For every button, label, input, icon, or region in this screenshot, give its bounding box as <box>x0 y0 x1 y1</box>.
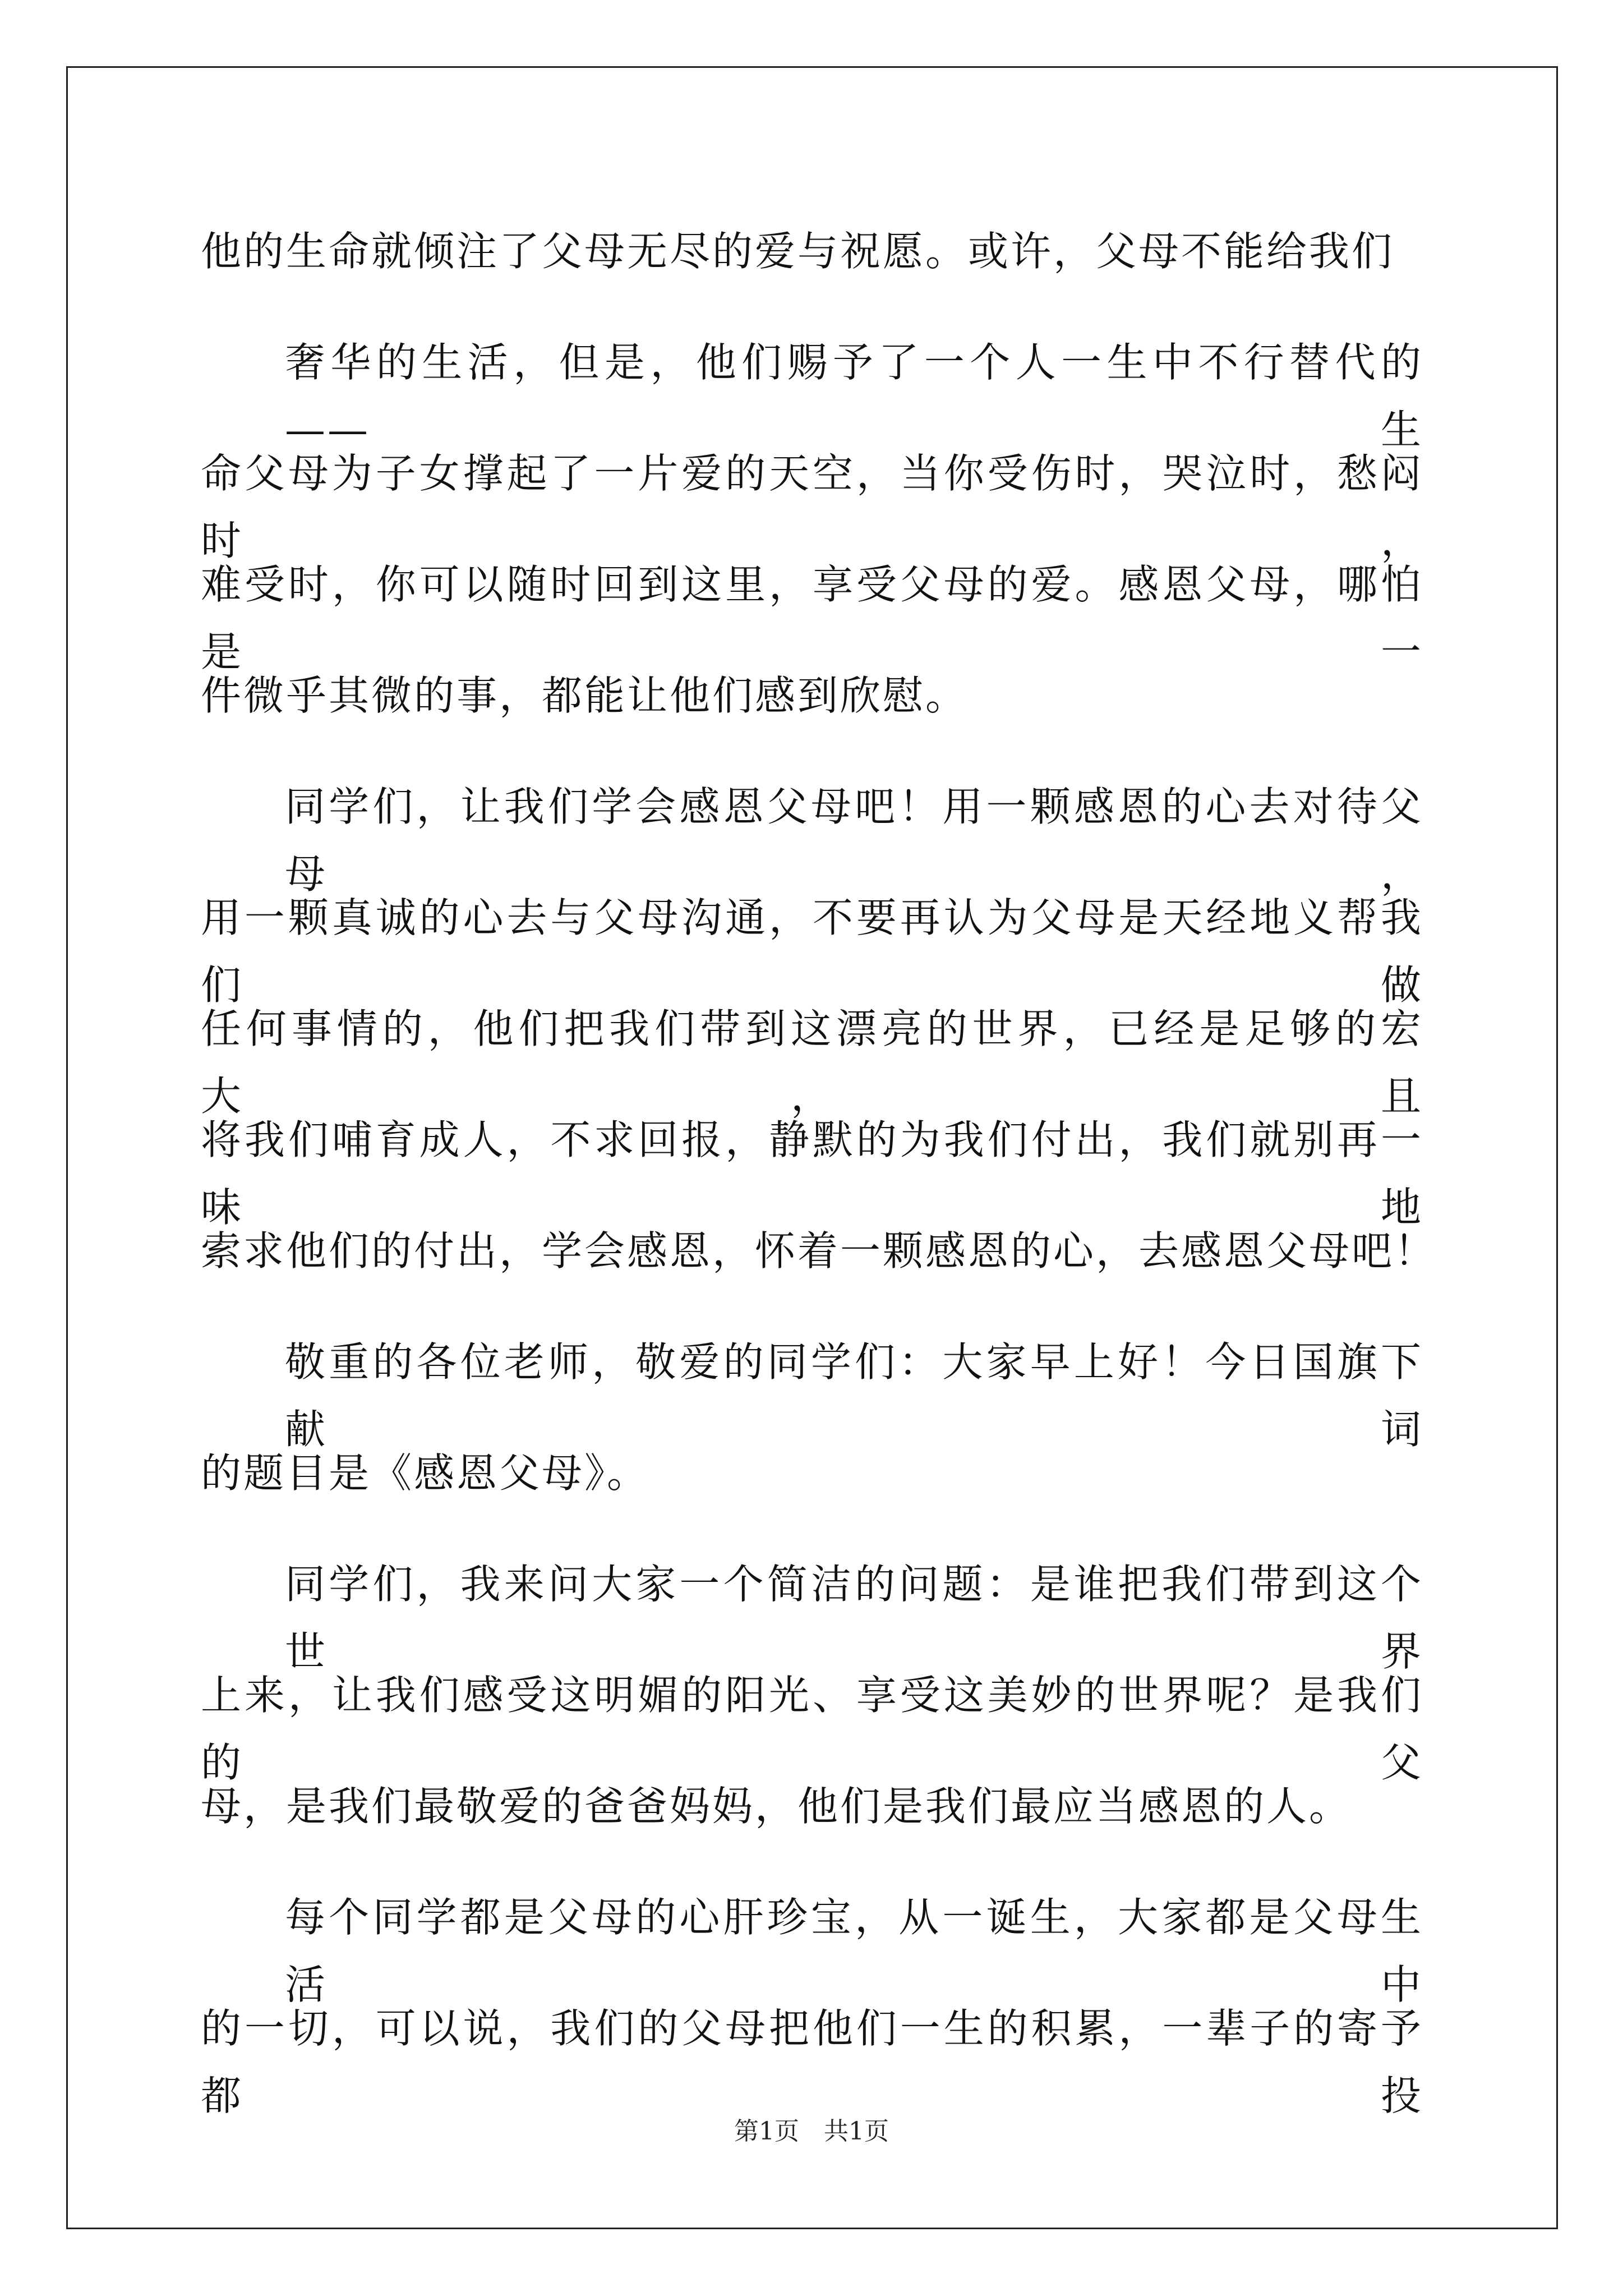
text-line: 他的生命就倾注了父母无尽的爱与祝愿。或许，父母不能给我们 <box>201 228 1395 275</box>
text-line: 任何事情的，他们把我们带到这漂亮的世界，已经是足够的宏大，且 <box>201 1005 1423 1120</box>
text-line: 索求他们的付出，学会感恩，怀着一颗感恩的心，去感恩父母吧！ <box>201 1227 1437 1274</box>
text-line: 上来，让我们感受这明媚的阳光、享受这美妙的世界呢？是我们的父 <box>201 1672 1423 1786</box>
text-line: 用一颗真诚的心去与父母沟通，不要再认为父母是天经地义帮我们做 <box>201 894 1423 1009</box>
text-line: 的一切，可以说，我们的父母把他们一生的积累，一辈子的寄予都投 <box>201 2005 1423 2119</box>
page-number-footer: 第1页 共1页 <box>734 2117 889 2146</box>
text-line: 每个同学都是父母的心肝珍宝，从一诞生，大家都是父母生活中 <box>285 1894 1423 2008</box>
text-line: 奢华的生活，但是，他们赐予了一个人一生中不行替代的——生 <box>285 339 1423 453</box>
text-line: 将我们哺育成人，不求回报，静默的为我们付出，我们就别再一味地 <box>201 1116 1423 1231</box>
text-line: 命父母为子女撑起了一片爱的天空，当你受伤时，哭泣时，愁闷时， <box>201 450 1423 564</box>
text-line: 难受时，你可以随时回到这里，享受父母的爱。感恩父母，哪怕是一 <box>201 561 1423 675</box>
text-line: 同学们，我来问大家一个简洁的问题：是谁把我们带到这个世界 <box>285 1561 1423 1675</box>
text-line: 的题目是《感恩父母》。 <box>201 1450 650 1497</box>
text-line: 母，是我们最敬爱的爸爸妈妈，他们是我们最应当感恩的人。 <box>201 1783 1352 1830</box>
text-line: 件微乎其微的事，都能让他们感到欣慰。 <box>201 672 969 719</box>
text-line: 同学们，让我们学会感恩父母吧！用一颗感恩的心去对待父母， <box>285 783 1423 898</box>
text-line: 敬重的各位老师，敬爱的同学们：大家早上好！今日国旗下献词 <box>285 1338 1423 1453</box>
